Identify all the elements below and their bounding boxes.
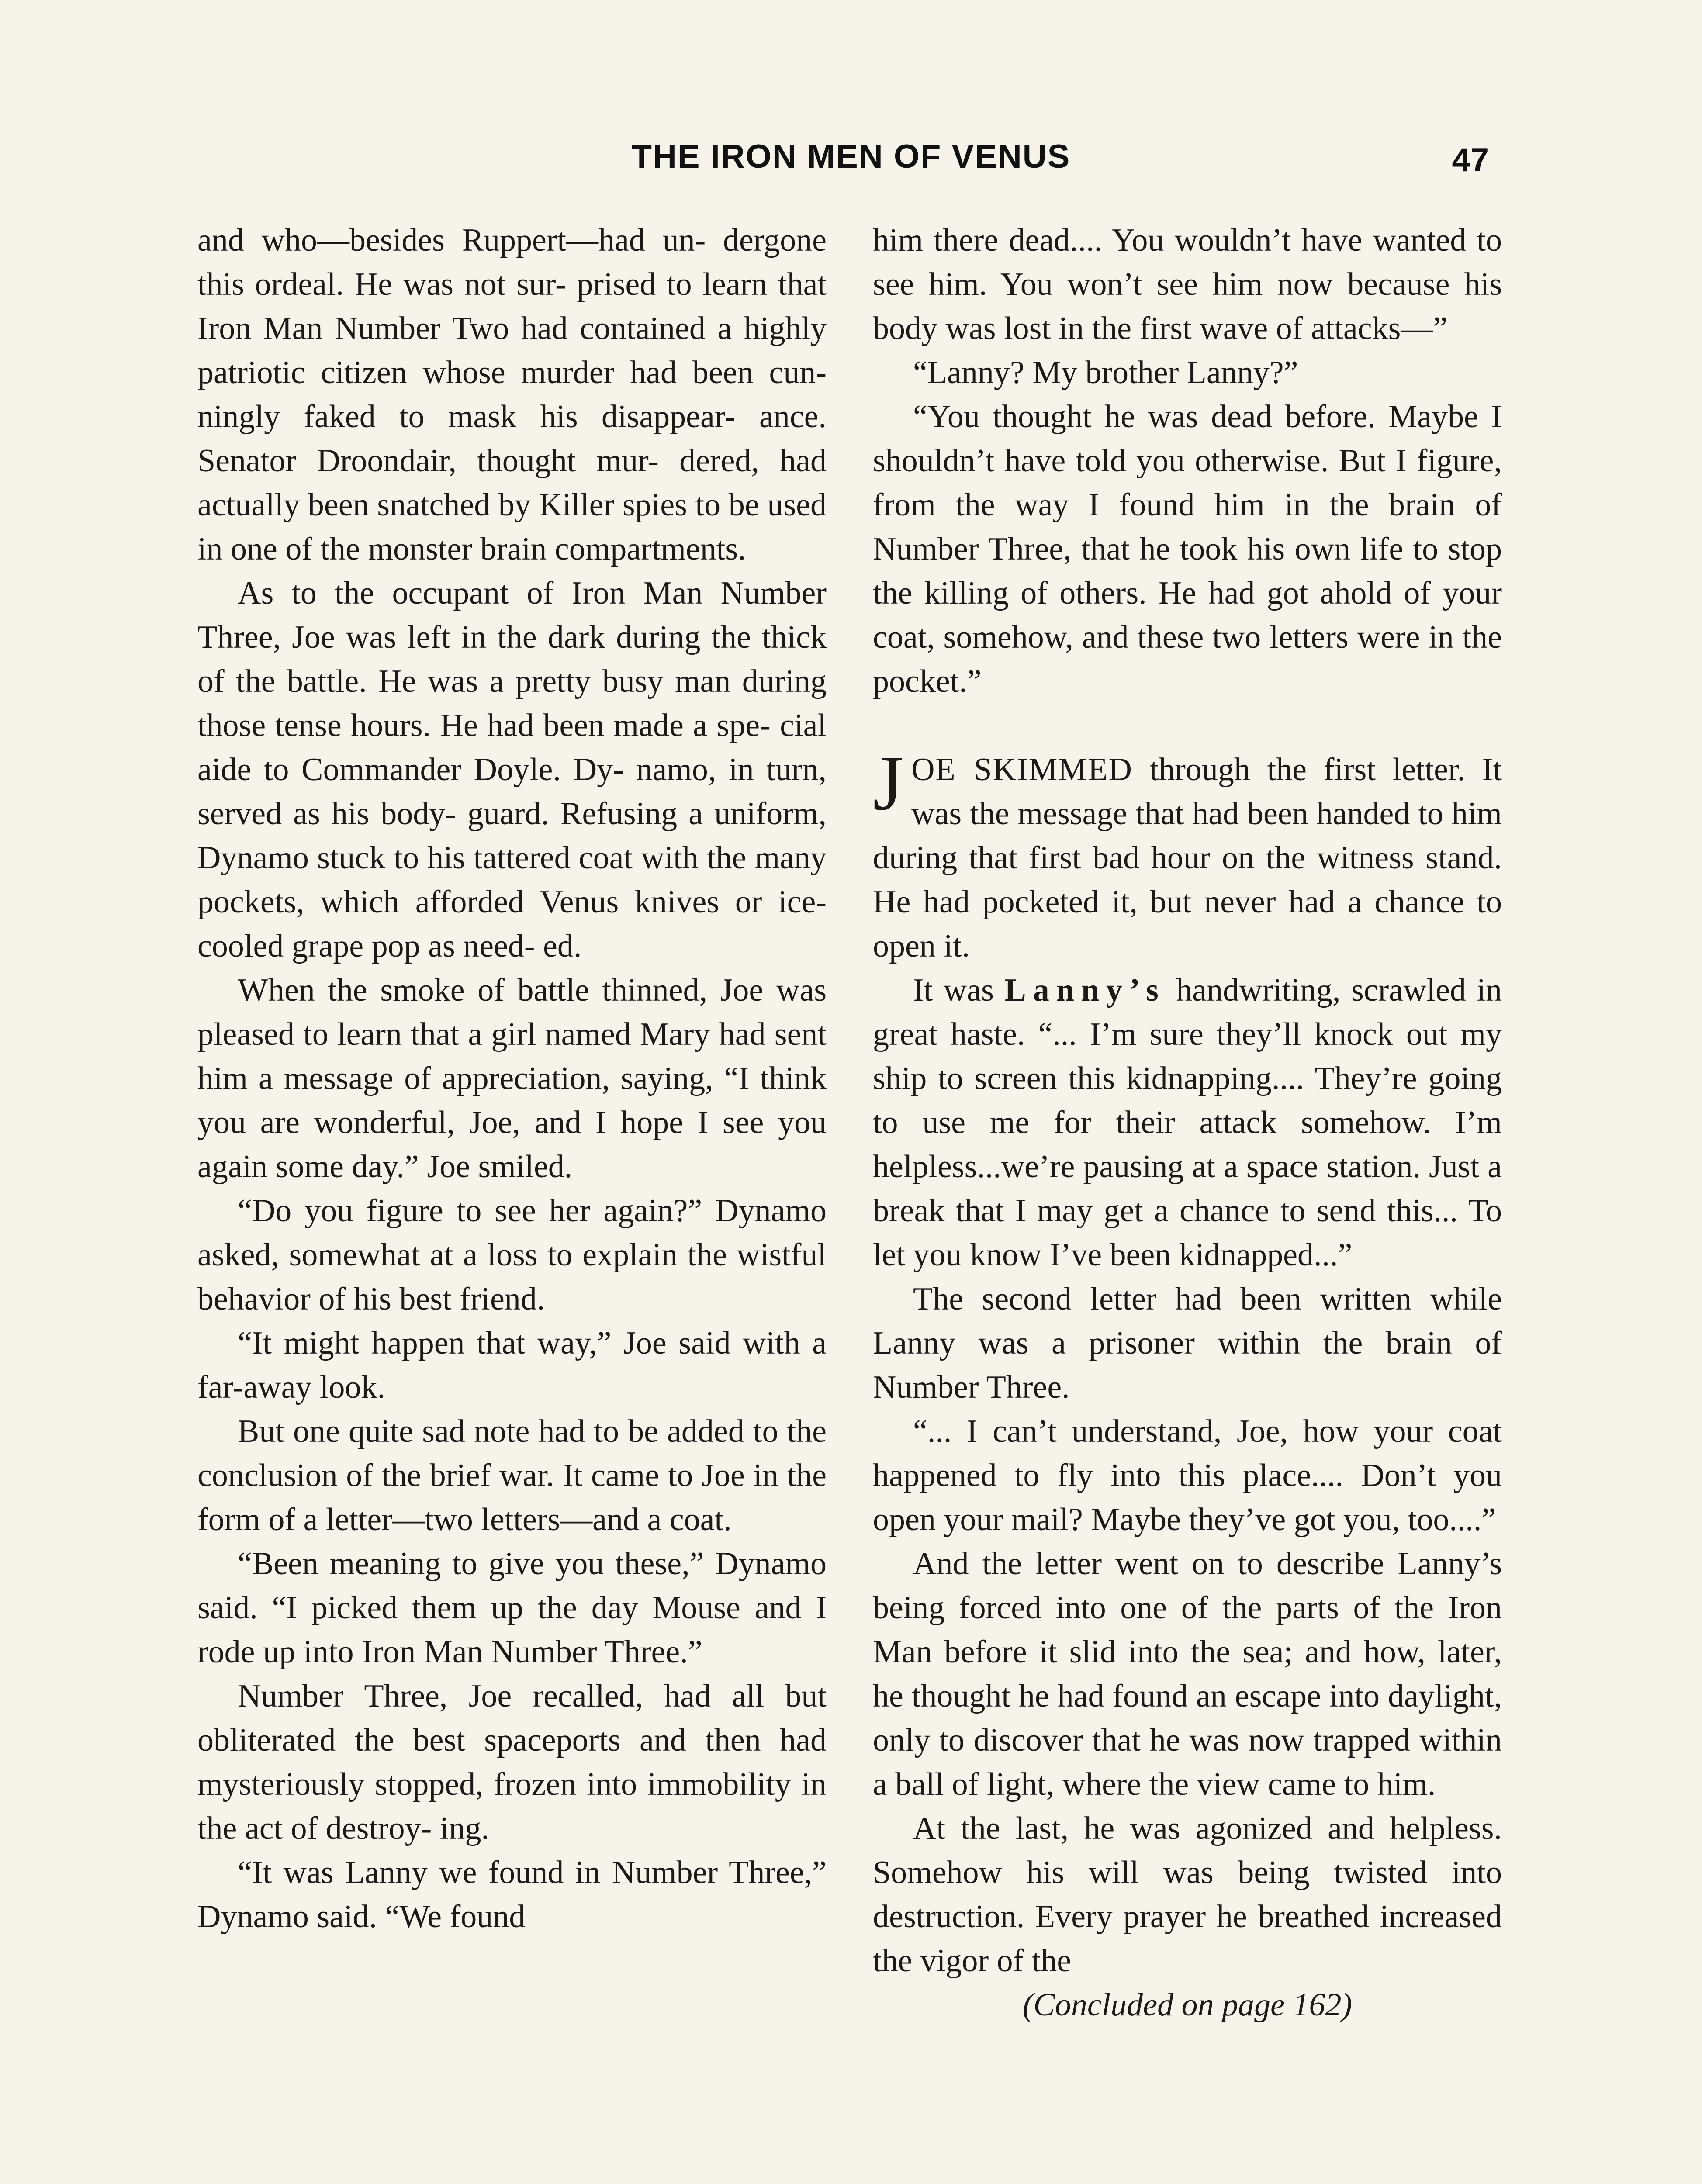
paragraph: Number Three, Joe recalled, had all but obliterated the best spaceports and then had mysteriously stopped, frozen into immobility in the act of destroy- ing. bbox=[197, 1678, 827, 1846]
paragraph: At the last, he was agonized and helpless. Somehow his will was being twisted into destruction. Every prayer he breathed increased the vigor of the bbox=[873, 1811, 1502, 1979]
page-number: 47 bbox=[1452, 142, 1489, 179]
paragraph: him there dead.... You wouldn’t have wanted to see him. You won’t see him now because his body was lost in the first wave of attacks—” bbox=[873, 222, 1502, 346]
page-header bbox=[0, 138, 1702, 177]
paragraph: As to the occupant of Iron Man Number Three, Joe was left in the dark during the thick of the battle. He was a pretty busy man during those tense hours. He had been made a spe- cial aide to Commander Doyle. Dy- namo, in turn, served as his body- guard. Refusing a uniform, Dynamo stuck to his tattered coat with the many pockets, which afforded Venus knives or ice-cooled grape pop as need- ed. bbox=[197, 575, 827, 964]
continuation-note: (Concluded on page 162) bbox=[1022, 1987, 1353, 2023]
paragraph-text: handwriting, scrawled in great haste. “... I’m sure they’ll knock out my ship to screen this kidnapping.... They’re going to use me for their attack somehow. I’m helpless...we’re pausing at a space station. Just a break that I may get a chance to send this... To let you know I’ve been kidnapped...” bbox=[873, 972, 1502, 1273]
paragraph bbox=[873, 968, 1502, 1277]
left-column bbox=[197, 218, 827, 1939]
section-opening-paragraph bbox=[873, 740, 1502, 968]
spaced-name: Lanny’s bbox=[1004, 972, 1166, 1008]
paragraph: “... I can’t understand, Joe, how your coat happened to fly into this place.... Don’t you open your mail? Maybe they’ve got you, too....” bbox=[873, 1413, 1502, 1538]
paragraph: The second letter had been written while Lanny was a prisoner within the brain of Number Three. bbox=[873, 1281, 1502, 1405]
paragraph: And the letter went on to describe Lanny’s being forced into one of the parts of the Iron Man before it slid into the sea; and how, later, he thought he had found an escape into daylight, only to discover that he was now trapped within a ball of light, where the view came to him. bbox=[873, 1546, 1502, 1802]
paragraph: “It was Lanny we found in Number Three,” Dynamo said. “We found bbox=[197, 1855, 827, 1935]
paragraph: When the smoke of battle thinned, Joe was pleased to learn that a girl named Mary had sent him a message of appreciation, saying, “I think you are wonderful, Joe, and I hope I see you again some day.” Joe smiled. bbox=[197, 972, 827, 1185]
right-column bbox=[873, 218, 1502, 2027]
paragraph: and who—besides Ruppert—had un- dergone this ordeal. He was not sur- prised to learn that Iron Man Number Two had contained a highly patriotic citizen whose murder had been cun- ningly faked to mask his disappear- ance. Senator Droondair, thought mur- dered, had actually been snatched by Killer spies to be used in one of the monster brain compartments. bbox=[197, 222, 827, 567]
section-lead-in: OE SKIMMED bbox=[911, 752, 1133, 788]
paragraph: “It might happen that way,” Joe said with a far-away look. bbox=[197, 1325, 827, 1405]
paragraph-text: through the first letter. It was the message that had been handed to him during that first bad hour on the witness stand. He had pocketed it, but never had a chance to open it. bbox=[873, 752, 1502, 964]
drop-cap: J bbox=[873, 740, 904, 826]
paragraph: “You thought he was dead before. Maybe I shouldn’t have told you otherwise. But I figure, from the way I found him in the brain of Number Three, that he took his own life to stop the killing of others. He had got ahold of your coat, somehow, and these two letters were in the pocket.” bbox=[873, 399, 1502, 699]
paragraph: “Lanny? My brother Lanny?” bbox=[913, 355, 1298, 390]
paragraph: “Been meaning to give you these,” Dynamo said. “I picked them up the day Mouse and I rode up into Iron Man Number Three.” bbox=[197, 1546, 827, 1670]
paragraph-text: It was bbox=[913, 972, 1005, 1008]
paragraph: “Do you figure to see her again?” Dynamo asked, somewhat at a loss to explain the wistful behavior of his best friend. bbox=[197, 1193, 827, 1317]
paragraph: But one quite sad note had to be added to the conclusion of the brief war. It came to Joe in the form of a letter—two letters—and a coat. bbox=[197, 1413, 827, 1538]
running-title: THE IRON MEN OF VENUS bbox=[631, 138, 1071, 175]
